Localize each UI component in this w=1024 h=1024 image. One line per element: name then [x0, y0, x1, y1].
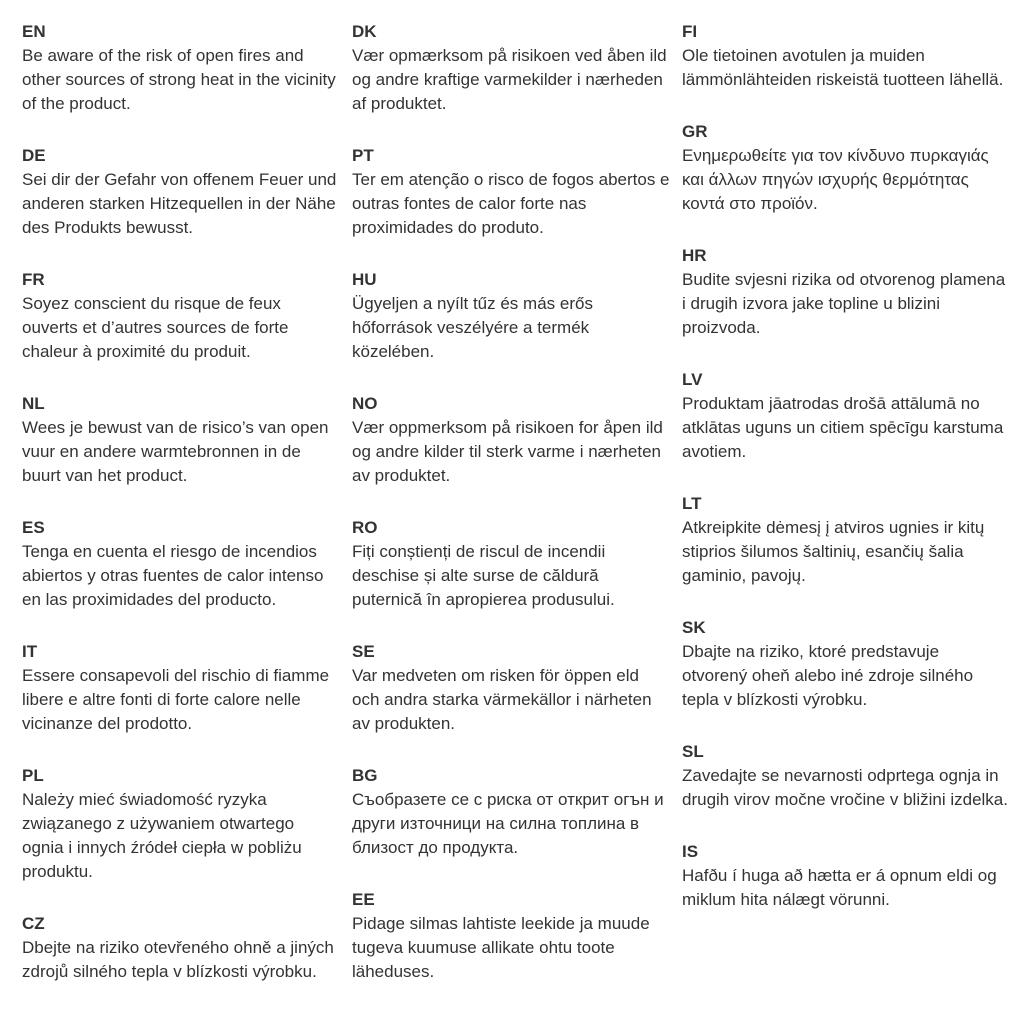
warning-entry-lt [682, 492, 1008, 588]
warning-entry-sk [682, 616, 1008, 712]
warning-text: Tenga en cuenta el riesgo de incendios abiertos y otras fuentes de calor intenso en las proximidades del producto. [22, 542, 324, 609]
warning-entry-de [22, 144, 340, 240]
warning-entry-is [682, 840, 1008, 912]
warning-text: Sei dir der Gefahr von offenem Feuer und anderen starken Hitzequellen in der Nähe des Produkts bewusst. [22, 170, 337, 237]
warning-entry-sl [682, 740, 1008, 812]
language-code: EN [22, 22, 46, 41]
warning-entry-hr [682, 244, 1008, 340]
warning-text: Atkreipkite dėmesį į atviros ugnies ir kitų stiprios šilumos šaltinių, esančių šalia gaminio, pavojų. [682, 518, 985, 585]
language-code: DE [22, 146, 46, 165]
warning-entry-ee [352, 888, 670, 984]
language-code: PT [352, 146, 374, 165]
language-code: BG [352, 766, 378, 785]
warning-text: Pidage silmas lahtiste leekide ja muude tugeva kuumuse allikate ohtu toote läheduses. [352, 914, 650, 981]
warning-entry-se [352, 640, 670, 736]
warning-text: Produktam jāatrodas drošā attālumā no atklātas uguns un citiem spēcīgu karstuma avotiem. [682, 394, 1004, 461]
warning-text: Vær opmærksom på risikoen ved åben ild og andre kraftige varmekilder i nærheden af produktet. [352, 46, 667, 113]
language-code: CZ [22, 914, 45, 933]
warning-entry-gr [682, 120, 1008, 216]
warning-text: Dbajte na riziko, ktoré predstavuje otvorený oheň alebo iné zdroje silného tepla v blízkosti výrobku. [682, 642, 974, 709]
warning-text: Fiți conștienți de riscul de incendii deschise și alte surse de căldură puternică în apropierea produsului. [352, 542, 615, 609]
warning-entry-fr [22, 268, 340, 364]
language-code: PL [22, 766, 44, 785]
warning-text: Dbejte na riziko otevřeného ohně a jiných zdrojů silného tepla v blízkosti výrobku. [22, 938, 334, 981]
language-code: SK [682, 618, 706, 637]
language-code: DK [352, 22, 377, 41]
language-code: IS [682, 842, 699, 861]
warning-text: Budite svjesni rizika od otvorenog plamena i drugih izvora jake topline u blizini proizvoda. [682, 270, 1006, 337]
warning-column-middle [352, 20, 670, 1012]
warning-column-right [682, 20, 1008, 1012]
warning-text: Ole tietoinen avotulen ja muiden lämmönlähteiden riskeistä tuotteen lähellä. [682, 46, 1004, 89]
language-code: EE [352, 890, 375, 909]
language-code: HU [352, 270, 377, 289]
warning-text: Var medveten om risken för öppen eld och andra starka värmekällor i närheten av produkten. [352, 666, 652, 733]
language-code: HR [682, 246, 707, 265]
language-code: FI [682, 22, 698, 41]
warning-text: Hafðu í huga að hætta er á opnum eldi og miklum hita nálægt vörunni. [682, 866, 997, 909]
warning-text: Essere consapevoli del rischio di fiamme libere e altre fonti di forte calore nelle vicinanze del prodotto. [22, 666, 330, 733]
warning-entry-nl [22, 392, 340, 488]
warning-entry-fi [682, 20, 1008, 92]
language-code: SL [682, 742, 704, 761]
language-code: NL [22, 394, 45, 413]
warning-entry-bg [352, 764, 670, 860]
warning-text: Съобразете се с риска от открит огън и други източници на силна топлина в близост до продукта. [352, 790, 664, 857]
warning-entry-dk [352, 20, 670, 116]
warning-column-left [22, 20, 340, 1012]
warning-entry-lv [682, 368, 1008, 464]
warning-entry-hu [352, 268, 670, 364]
language-code: RO [352, 518, 378, 537]
warning-entry-cz [22, 912, 340, 984]
warning-entry-ro [352, 516, 670, 612]
warning-text: Ενημερωθείτε για τον κίνδυνο πυρκαγιάς και άλλων πηγών ισχυρής θερμότητας κοντά στο προϊόν. [682, 146, 989, 213]
warning-text: Soyez conscient du risque de feux ouverts et d’autres sources de forte chaleur à proximité du produit. [22, 294, 289, 361]
warning-entry-pl [22, 764, 340, 884]
warning-entry-it [22, 640, 340, 736]
warning-text: Należy mieć świadomość ryzyka związanego z używaniem otwartego ognia i innych źródeł ciepła w pobliżu produktu. [22, 790, 302, 881]
warning-text: Ter em atenção o risco de fogos abertos e outras fontes de calor forte nas proximidades do produto. [352, 170, 670, 237]
warning-entry-pt [352, 144, 670, 240]
language-code: FR [22, 270, 45, 289]
warning-entry-no [352, 392, 670, 488]
language-code: NO [352, 394, 378, 413]
language-code: SE [352, 642, 375, 661]
language-code: IT [22, 642, 38, 661]
warning-text: Ügyeljen a nyílt tűz és más erős hőforrások veszélyére a termék közelében. [352, 294, 593, 361]
warning-text: Vær oppmerksom på risikoen for åpen ild og andre kilder til sterk varme i nærheten av produktet. [352, 418, 663, 485]
warning-text: Wees je bewust van de risico’s van open vuur en andere warmtebronnen in de buurt van het product. [22, 418, 329, 485]
warning-text: Be aware of the risk of open fires and other sources of strong heat in the vicinity of the product. [22, 46, 336, 113]
language-code: GR [682, 122, 708, 141]
language-code: LT [682, 494, 702, 513]
warning-entry-es [22, 516, 340, 612]
language-code: ES [22, 518, 45, 537]
language-code: LV [682, 370, 703, 389]
warning-entry-en [22, 20, 340, 116]
warning-text: Zavedajte se nevarnosti odprtega ognja in drugih virov močne vročine v bližini izdelka. [682, 766, 1008, 809]
